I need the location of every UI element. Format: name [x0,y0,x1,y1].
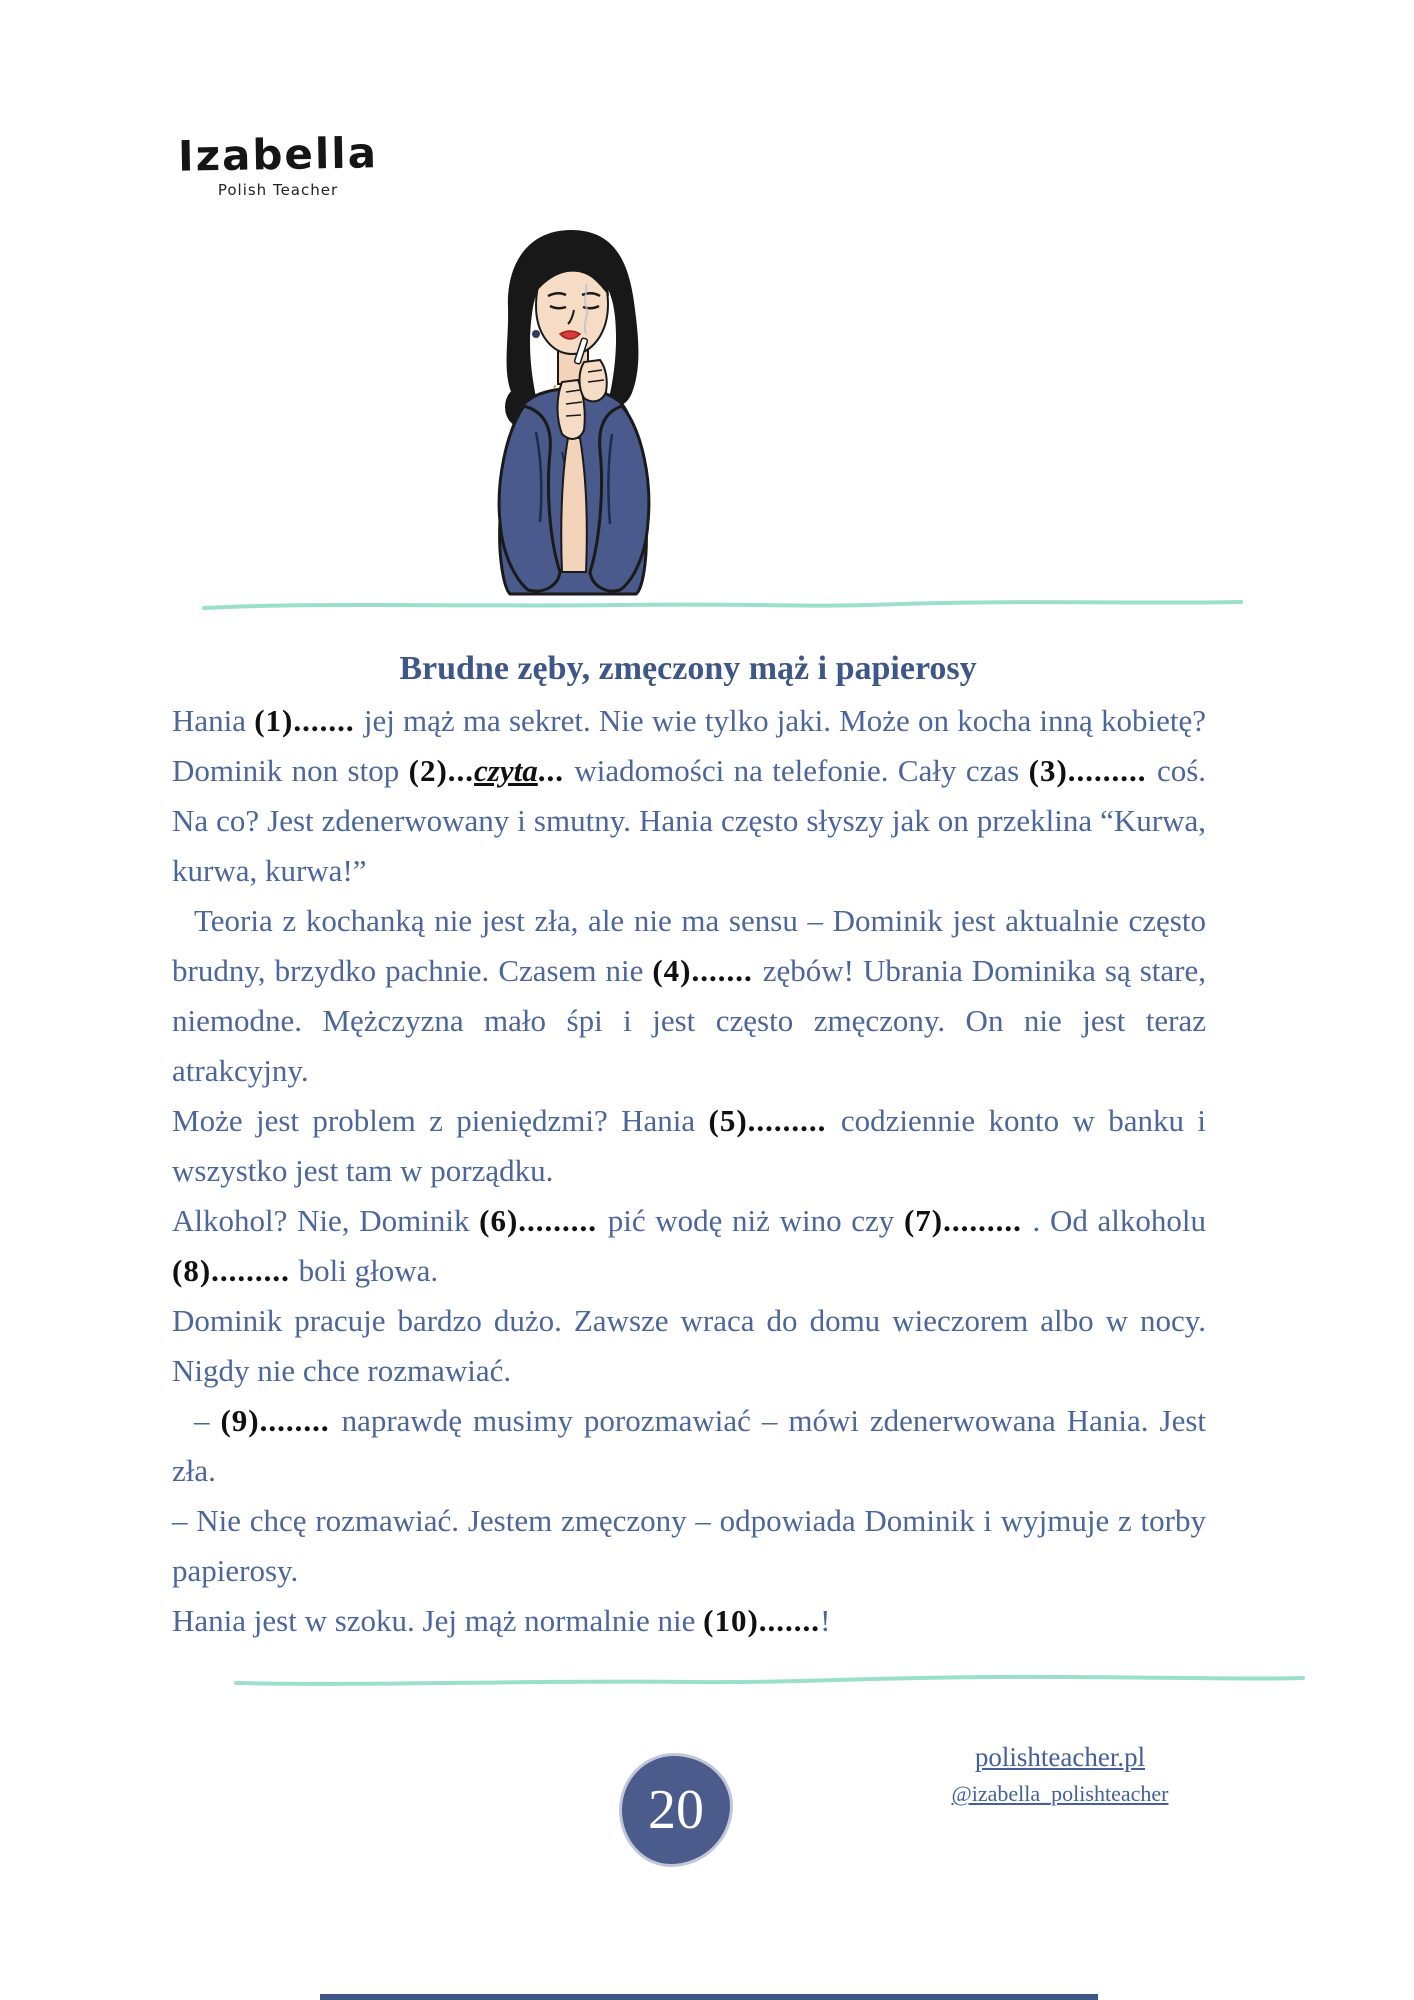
body-text: – [194,1403,221,1438]
paragraph [172,1396,1206,1496]
body-text: coś. Na co? Jest zdenerwowany i smutny. Hania często słyszy jak on przeklina “Kurwa, kurwa, kurwa!” [172,753,1207,888]
body-text: Może jest problem z pieniędzmi? Hania [172,1103,709,1138]
paragraph [172,1096,1206,1196]
body-text: zębów! Ubrania Dominika są stare, niemodne. Mężczyzna mało śpi i jest często zmęczony. On nie jest teraz atrakcyjny. [172,953,1206,1088]
fill-in-blank: (2)... [408,753,475,788]
body-text: pić wodę niż wino czy [607,1203,904,1238]
body-text: boli głowa. [298,1253,439,1288]
instagram-link[interactable]: @izabella_polishteacher [951,1781,1169,1806]
body-text: naprawdę musimy porozmawiać – mówi zdenerwowana Hania. Jest zła. [172,1403,1207,1488]
body-text: jej mąż ma sekret. Nie wie tylko jaki. Może on kocha inną kobietę? Dominik non stop [172,703,1206,788]
teal-divider-bottom [232,1674,1307,1688]
footer-links [900,1742,1220,1807]
body-text: . Od alkoholu [1032,1203,1207,1238]
paragraph [172,696,1206,896]
bottom-edge-line [320,1994,1098,2000]
body-text: Teoria z kochanką nie jest zła, ale nie ma sensu – Dominik jest aktualnie często brudny, brzydko pachnie. Czasem nie [172,903,1206,988]
fill-in-blank: (1)....... [254,703,364,738]
paragraph [172,1496,1206,1596]
logo [158,130,398,199]
woman-smoking-svg [466,222,681,607]
teal-divider-top [200,598,1245,612]
logo-subtitle: Polish Teacher [217,181,339,199]
paragraph [172,1596,1206,1646]
fill-in-blank: (5)......... [708,1103,841,1138]
body-text: – Nie chcę rozmawiać. Jestem zmęczony – odpowiada Dominik i wyjmuje z torby papierosy. [172,1503,1206,1588]
paragraph [172,896,1206,1096]
fill-in-blank: (8)......... [172,1253,299,1288]
body-text: Dominik pracuje bardzo dużo. Zawsze wraca do domu wieczorem albo w nocy. Nigdy nie chce rozmawiać. [172,1303,1206,1388]
body-text: wiadomości na telefonie. Cały czas [574,753,1029,788]
page-number-badge [622,1756,730,1864]
body-text: Hania jest w szoku. Jej mąż normalnie nie [172,1603,704,1638]
filled-answer: czyta [474,753,538,788]
logo-name: Izabella [177,128,379,181]
fill-in-blank: ... [537,753,575,788]
paragraph [172,1196,1206,1296]
fill-in-blank: (7)......... [903,1203,1033,1238]
fill-in-blank: (6)......... [479,1203,608,1238]
woman-smoking-illustration [466,222,681,607]
body-text: ! [820,1603,831,1638]
fill-in-blank: (10)....... [703,1603,821,1638]
fill-in-blank: (4)....... [652,953,763,988]
fill-in-blank: (3)......... [1028,753,1157,788]
body-text: codziennie konto w banku i wszystko jest tam w porządku. [172,1103,1206,1188]
website-link[interactable]: polishteacher.pl [974,1742,1146,1772]
article-title: Brudne zęby, zmęczony mąż i papierosy [399,650,977,687]
paragraph [172,1296,1206,1396]
page-number: 20 [648,1779,704,1841]
body-text: Alkohol? Nie, Dominik [172,1203,480,1238]
body-text: Hania [172,703,255,738]
fill-in-blank: (9)........ [220,1403,342,1438]
article-body [172,696,1206,1646]
